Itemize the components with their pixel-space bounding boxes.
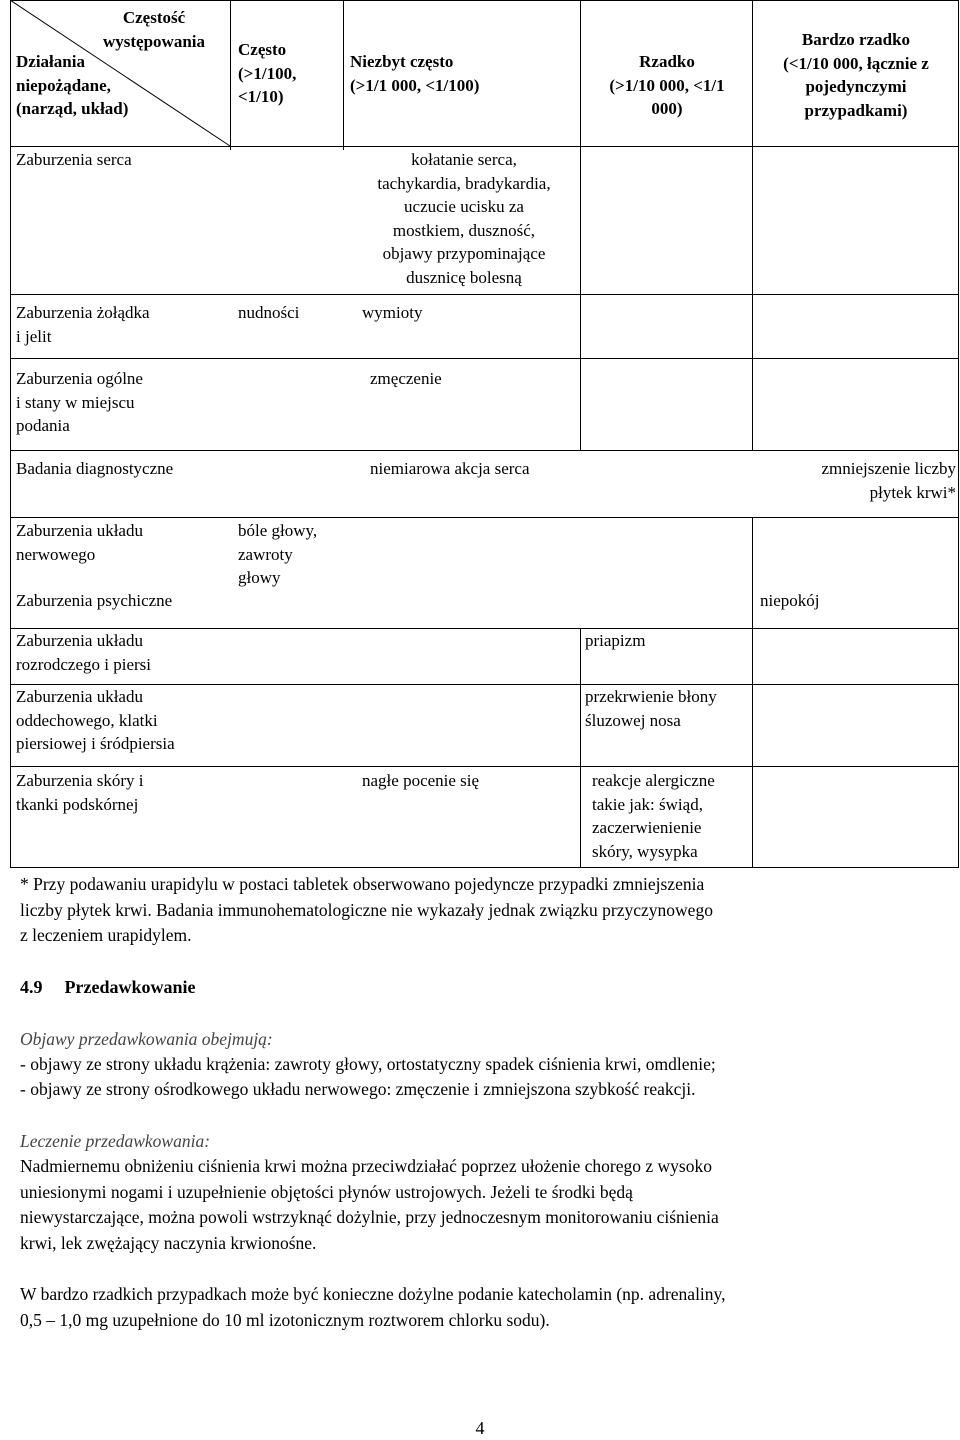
row-divider-7 — [10, 766, 959, 767]
effect-cell: reakcje alergiczne takie jak: świąd, zaczerwienienie skóry, wysypka — [592, 771, 715, 861]
col-divider-2 — [343, 0, 344, 150]
treatment-heading: Leczenie przedawkowania: — [20, 1131, 211, 1151]
organ-cell: Zaburzenia układu rozrodczego i piersi — [16, 631, 151, 674]
effect-cell: niemiarowa akcja serca — [370, 459, 530, 478]
col-divider-4b — [752, 517, 753, 868]
section-number: 4.9 — [20, 977, 43, 997]
treatment-text: Nadmiernemu obniżeniu ciśnienia krwi można przeciwdziałać poprzez ułożenie chorego z wysoko uniesionymi nogami i uzupełnienie objętości płynów ustrojowych. Jeżeli te środki będą niewystarczające, można powoli wstrzyknąć dożylnie, przy jednoczesnym monitorowaniu ciśnienia krwi, lek zwężający naczynia krwionośne. — [20, 1156, 719, 1253]
header-frequency-label: Częstość występowania — [102, 8, 205, 51]
organ-cell: Zaburzenia serca — [16, 150, 132, 169]
effect-cell: nagłe pocenie się — [362, 771, 480, 790]
page-number: 4 — [475, 1418, 485, 1438]
col-divider-4 — [752, 0, 753, 450]
effect-cell: przekrwienie błony śluzowej nosa — [585, 687, 717, 730]
organ-cell: Zaburzenia układu nerwowego — [16, 521, 143, 564]
symptoms-line-2: - objawy ze strony ośrodkowego układu nerwowego: zmęczenie i zmniejszona szybkość reakcji. — [20, 1079, 696, 1099]
row-divider-4 — [10, 517, 959, 518]
organ-cell: Zaburzenia skóry i tkanki podskórnej — [16, 771, 144, 814]
header-rzadko: Rzadko (>1/10 000, <1/1 000) — [609, 52, 725, 118]
effect-cell: zmęczenie — [370, 369, 442, 388]
section-title: Przedawkowanie — [64, 977, 196, 997]
effect-cell: kołatanie serca, tachykardia, bradykardia, uczucie ucisku za mostkiem, duszność, objawy przypominające dusznicę bolesną — [377, 150, 551, 287]
col-divider-3b — [580, 628, 581, 868]
symptoms-line-1: - objawy ze strony układu krążenia: zawroty głowy, ortostatyczny spadek ciśnienia krwi, omdlenie; — [20, 1054, 716, 1074]
table-footnote: * Przy podawaniu urapidylu w postaci tabletek obserwowano pojedyncze przypadki zmniejszenia liczby płytek krwi. Badania immunohematologiczne nie wykazały jednak związku przyczynowego z leczeniem urapidylem. — [20, 874, 713, 945]
header-czesto: Często (>1/100, <1/10) — [238, 40, 297, 106]
effect-cell: zmniejszenie liczby płytek krwi* — [821, 459, 956, 502]
effect-cell: priapizm — [585, 631, 646, 650]
organ-cell: Zaburzenia żołądka i jelit — [16, 303, 150, 346]
header-bardzo-rzadko: Bardzo rzadko (<1/10 000, łącznie z pojedynczymi przypadkami) — [783, 30, 929, 120]
header-niezbyt-czesto: Niezbyt często (>1/1 000, <1/100) — [350, 52, 480, 95]
effect-cell: wymioty — [362, 303, 423, 322]
closing-paragraph: W bardzo rzadkich przypadkach może być konieczne dożylne podanie katecholamin (np. adrenaliny, 0,5 – 1,0 mg uzupełnione do 10 ml izotonicznym roztworem chlorku sodu). — [20, 1284, 726, 1330]
row-divider-1 — [10, 294, 959, 295]
symptoms-heading: Objawy przedawkowania obejmują: — [20, 1029, 273, 1049]
header-effects-label: Działania niepożądane, (narząd, układ) — [16, 52, 129, 118]
organ-cell: Zaburzenia psychiczne — [16, 591, 173, 610]
table-border-right — [958, 0, 959, 868]
section-heading — [20, 975, 195, 999]
row-divider-3 — [10, 450, 959, 451]
effect-cell: bóle głowy, zawroty głowy — [238, 521, 318, 587]
effect-cell: niepokój — [760, 591, 820, 610]
organ-cell: Badania diagnostyczne — [16, 459, 174, 478]
organ-cell: Zaburzenia ogólne i stany w miejscu podania — [16, 369, 143, 435]
col-divider-3 — [580, 0, 581, 450]
row-divider-2 — [10, 358, 959, 359]
organ-cell: Zaburzenia układu oddechowego, klatki piersiowej i śródpiersia — [16, 687, 175, 753]
effect-cell: nudności — [238, 303, 300, 322]
table-border-bottom — [10, 867, 959, 868]
